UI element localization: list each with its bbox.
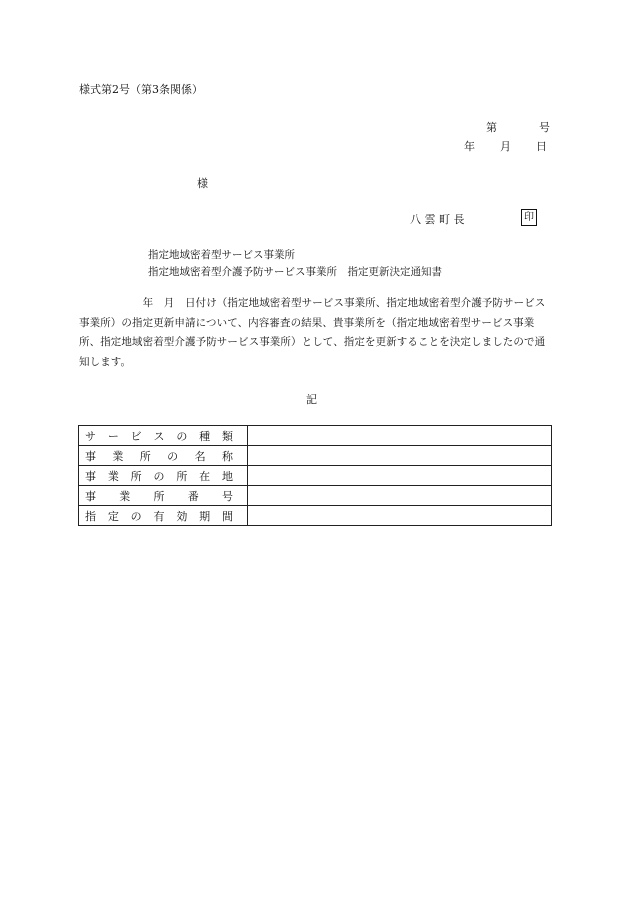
label-char: 効: [176, 509, 188, 523]
label-char: の: [153, 469, 165, 483]
row-label-text: [85, 428, 233, 444]
label-char: 称: [221, 449, 233, 463]
label-char: 号: [222, 489, 233, 503]
date-day: 日: [536, 140, 547, 153]
date-year: 年: [464, 140, 475, 153]
row-label: [79, 486, 248, 506]
row-value: [248, 486, 552, 506]
row-label: [79, 426, 248, 446]
table-row: [79, 446, 552, 466]
label-char: 所: [176, 469, 188, 483]
body-paragraph: 年 月 日付け（指定地域密着型サービス事業所、指定地域密着型介護予防サービス事業所）の指定更新申請について、内容審査の結果、貴事業所を（指定地域密着型サービス事業所、指定地域密着型介護予防サービス事業所）として、指定を更新することを決定しましたので通知します。: [79, 297, 546, 368]
label-char: サ: [85, 429, 96, 443]
label-char: 地: [221, 469, 233, 483]
label-char: 在: [199, 469, 211, 483]
label-char: 事: [85, 449, 96, 463]
label-char: 種: [199, 429, 211, 443]
label-char: 類: [221, 429, 233, 443]
row-label-text: [85, 508, 233, 524]
row-label-text: [85, 448, 233, 464]
label-char: 間: [221, 509, 233, 523]
form-number: 様式第2号（第3条関係）: [79, 83, 203, 96]
label-char: 所: [139, 449, 151, 463]
label-char: 名: [194, 449, 206, 463]
label-char: 指: [85, 509, 96, 523]
table-row: [79, 486, 552, 506]
addressee: 様: [197, 177, 208, 190]
row-label: [79, 446, 248, 466]
label-char: 定: [107, 509, 119, 523]
ki-heading: 記: [306, 393, 317, 406]
row-value: [248, 426, 552, 446]
info-table: [78, 425, 552, 526]
subject-line-1: 指定地域密着型サービス事業所: [148, 249, 295, 261]
label-char: 事: [85, 469, 96, 483]
table-row: [79, 466, 552, 486]
date-month: 月: [500, 140, 511, 153]
row-label: [79, 466, 248, 486]
label-char: 番: [187, 489, 199, 503]
label-char: の: [176, 429, 188, 443]
label-char: の: [130, 509, 142, 523]
sender-title: 八 雲 町 長: [410, 213, 465, 226]
table-row: [79, 426, 552, 446]
label-char: ス: [153, 429, 165, 443]
label-char: ビ: [130, 429, 142, 443]
document-number-suffix: 号: [539, 121, 550, 134]
subject-line-2: 指定地域密着型介護予防サービス事業所 指定更新決定通知書: [148, 266, 442, 278]
document-number: [486, 119, 550, 135]
row-label-text: [85, 468, 233, 484]
row-label: [79, 506, 248, 526]
row-value: [248, 506, 552, 526]
document-number-prefix: 第: [486, 121, 497, 134]
label-char: 事: [85, 489, 96, 503]
row-value: [248, 466, 552, 486]
row-label-text: [85, 488, 233, 504]
label-char: 所: [153, 489, 165, 503]
label-char: 有: [153, 509, 165, 523]
label-char: の: [167, 449, 179, 463]
label-char: 業: [112, 449, 124, 463]
label-char: 業: [119, 489, 131, 503]
seal-mark: 印: [521, 209, 537, 226]
label-char: 業: [107, 469, 119, 483]
table-row: [79, 506, 552, 526]
label-char: ー: [107, 429, 119, 443]
document-date: [464, 138, 547, 154]
label-char: 所: [130, 469, 142, 483]
row-value: [248, 446, 552, 466]
label-char: 期: [199, 509, 211, 523]
